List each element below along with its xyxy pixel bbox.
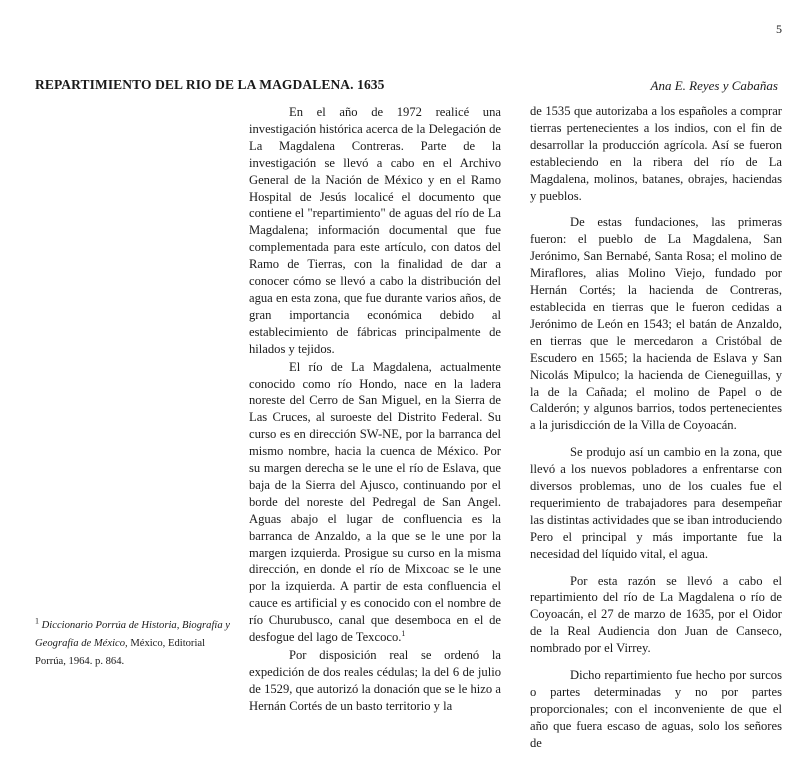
paragraph-text: El río de La Magdalena, actualmente conocido como río Hondo, nace en la ladera noreste del Cerro de San Miguel, en la Sierra de Las Cruces, al suroeste del Distrito Federal. Su curso es en dirección SW-NE, por la barranca del mismo nombre, hacia la cuenca de México. Por su margen derecha se le une el río de Eslava, que baja de la Sierra del Ajusco, continuando por el borde del noreste del Pedregal de San Angel. Aguas abajo el lugar de confluencia es la barranca de Anzaldo, a la que se le une por la margen izquierda. Prosigue su curso en la misma dirección, en donde el río de Mixcoac se le une por la izquierda. A partir de esta confluencia el cauce es artificial y es conocido con el nombre de río Churubusco, canal que desemboca en el de desfogue del lago de Texcoco. — [249, 359, 501, 645]
text-column-middle — [249, 104, 501, 716]
footnote — [35, 617, 230, 671]
paragraph: Dicho repartimiento fue hecho por surcos o partes determinadas y no por partes proporcionales; con el inconveniente de que el año que fuera escaso de aguas, solo los señores de — [530, 668, 782, 750]
page-number: 5 — [776, 22, 782, 36]
paragraph: Por esta razón se llevó a cabo el repartimiento del río de La Magdalena o río de Coyoacán, el 27 de marzo de 1635, por el Oidor de la Real Audiencia don Juan de Canseco, nombrado por el Virrey. — [530, 573, 782, 656]
paragraph: De estas fundaciones, las primeras fueron: el pueblo de La Magdalena, San Jerónimo, San Bernabé, Santa Rosa; el molino de Miraflores, alias Molino Viejo, fundado por Hernán Cortés; la hacienda de Contreras, establecida en tierras que le fueron cedidas a Jerónimo de León en 1543; el batán de Anzaldo, en tierras que le mercedaron a Cristóbal de Escudero en 1565; la hacienda de Eslava y San Nicolás Mipulco; la hacienda de Cieneguillas, y la de la Cañada; el molino de Papel o de Calderón; y algunos barrios, todos pertenecientes a la jurisdicción de la Villa de Coyoacán. — [530, 215, 782, 433]
footnote-marker: 1 — [35, 616, 39, 626]
footnote-source-title: Diccionario Porrúa de Historia, Biografía y Geografía de México, — [35, 620, 230, 649]
footnote-source-details: México, Editorial Porrúa, 1964. p. 864. — [35, 638, 206, 667]
footnote-reference: 1 — [401, 628, 406, 638]
paragraph: de 1535 que autorizaba a los españoles a comprar tierras pertenecientes a los indios, con el fin de desarrollar la producción agrícola. Así se fueron estableciendo en la ribera del río de La Magdalena, molinos, batanes, obrajes, haciendas y pueblos. — [530, 104, 782, 203]
text-column-right — [530, 103, 782, 762]
paragraph: Se produjo así un cambio en la zona, que llevó a los nuevos pobladores a enfrentarse con diversos problemas, uno de los cuales fue el requerimiento de trabajadores para desempeñar las distintas actividades que se iban introduciendo Pero el principal y más importante fue la necesidad del líquido vital, el agua. — [530, 445, 782, 561]
article-title: REPARTIMIENTO DEL RIO DE LA MAGDALENA. 1635 — [35, 77, 385, 92]
paragraph: En el año de 1972 realicé una investigación histórica acerca de la Delegación de La Magdalena Contreras. Parte de la investigación se llevó a cabo en el Archivo General de la Nación de México y en el Ramo Hospital de Jesús localicé el documento que contiene el "repartimiento" de aguas del río de La Magdalena; información documental que fue complementada para este artículo, con datos del Ramo de Tierras, con la finalidad de dar a conocer cómo se llevó a cabo la distribución del agua en esta zona, que fue durante varios años, de gran importancia económica debido al establecimiento de fábricas principalmente de hilados y tejidos. — [249, 105, 501, 356]
article-author: Ana E. Reyes y Cabañas — [650, 78, 778, 93]
paragraph: Por disposición real se ordenó la expedición de dos reales cédulas; la del 6 de julio de 1529, que autorizó la donación que se le hizo a Hernán Cortés de un basto territorio y la — [249, 648, 501, 713]
paragraph — [249, 359, 501, 646]
